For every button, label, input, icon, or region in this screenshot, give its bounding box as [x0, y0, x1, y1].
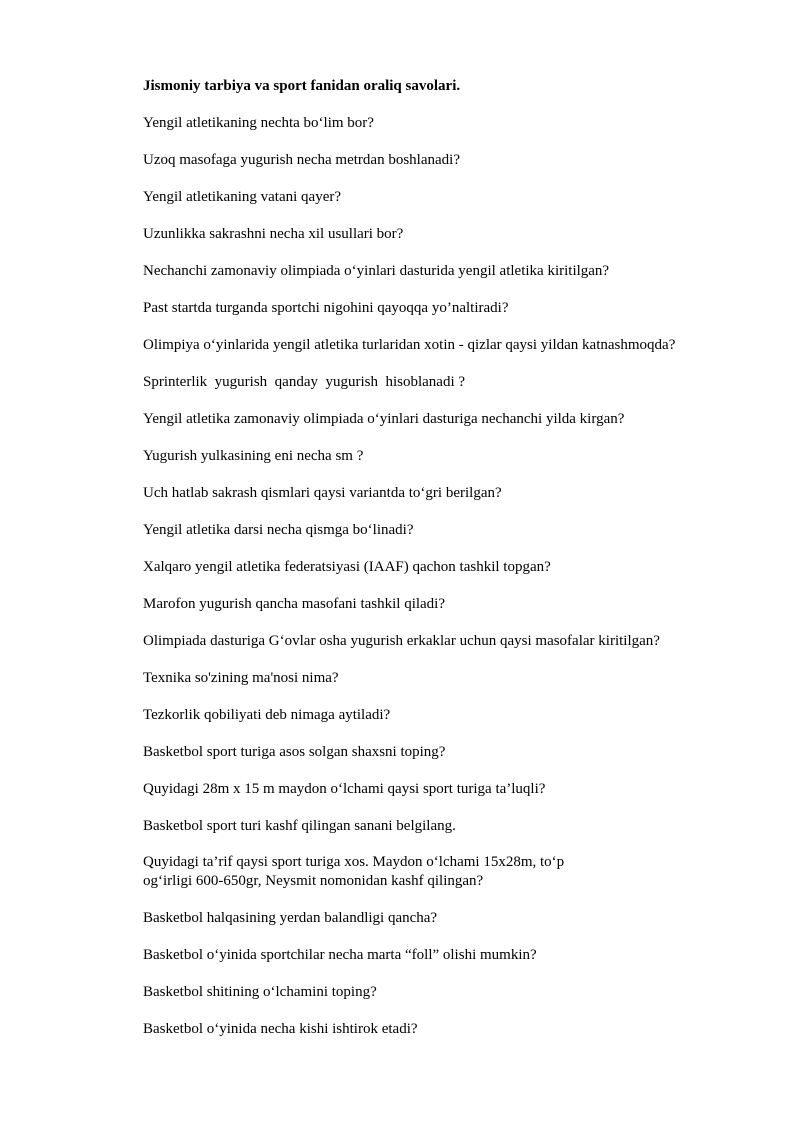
question-item: Basketbol o‘yinida sportchilar necha marta “foll” olishi mumkin? [143, 947, 537, 963]
question-item: Yengil atletikaning nechta bo‘lim bor? [143, 115, 374, 131]
question-item: Nechanchi zamonaviy olimpiada o‘yinlari dasturida yengil atletika kiritilgan? [143, 263, 610, 279]
question-item: Yugurish yulkasining eni necha sm ? [143, 448, 364, 464]
question-item: Quyidagi 28m x 15 m maydon o‘lchami qaysi sport turiga ta’luqli? [143, 781, 546, 797]
question-item: Texnika so'zining ma'nosi nima? [143, 670, 339, 686]
question-item: Basketbol sport turi kashf qilingan sanani belgilang. [143, 818, 456, 834]
question-item: Olimpiada dasturiga G‘ovlar osha yugurish erkaklar uchun qaysi masofalar kiritilgan? [143, 633, 660, 649]
document-title: Jismoniy tarbiya va sport fanidan oraliq savolari. [143, 78, 461, 94]
question-item: Quyidagi ta’rif qaysi sport turiga xos. Maydon o‘lchami 15x28m, to‘p og‘irligi 600-650gr, Neysmit nomonidan kashf qilingan? [143, 854, 565, 889]
question-item: Basketbol shitining o‘lchamini toping? [143, 984, 377, 1000]
question-item: Yengil atletika darsi necha qismga bo‘linadi? [143, 522, 414, 538]
question-item: Basketbol o‘yinida necha kishi ishtirok etadi? [143, 1021, 418, 1037]
question-item: Olimpiya o‘yinlarida yengil atletika turlaridan xotin - qizlar qaysi yildan katnashmoqda? [143, 337, 676, 353]
question-item: Xalqaro yengil atletika federatsiyasi (IAAF) qachon tashkil topgan? [143, 559, 551, 575]
question-item: Basketbol halqasining yerdan balandligi qancha? [143, 910, 438, 926]
question-item: Tezkorlik qobiliyati deb nimaga aytiladi? [143, 707, 391, 723]
question-item: Uzunlikka sakrashni necha xil usullari bor? [143, 226, 404, 242]
question-item: Sprinterlik yugurish qanday yugurish hisoblanadi ? [143, 374, 466, 390]
question-item: Uch hatlab sakrash qismlari qaysi variantda to‘gri berilgan? [143, 485, 502, 501]
question-item: Yengil atletika zamonaviy olimpiada o‘yinlari dasturiga nechanchi yilda kirgan? [143, 411, 625, 427]
question-item: Marofon yugurish qancha masofani tashkil qiladi? [143, 596, 446, 612]
question-item: Uzoq masofaga yugurish necha metrdan boshlanadi? [143, 152, 460, 168]
question-item: Yengil atletikaning vatani qayer? [143, 189, 342, 205]
document-content [143, 76, 763, 1056]
question-item: Past startda turganda sportchi nigohini qayoqqa yo’naltiradi? [143, 300, 509, 316]
question-item: Basketbol sport turiga asos solgan shaxsni toping? [143, 744, 446, 760]
question-list [143, 113, 763, 1039]
